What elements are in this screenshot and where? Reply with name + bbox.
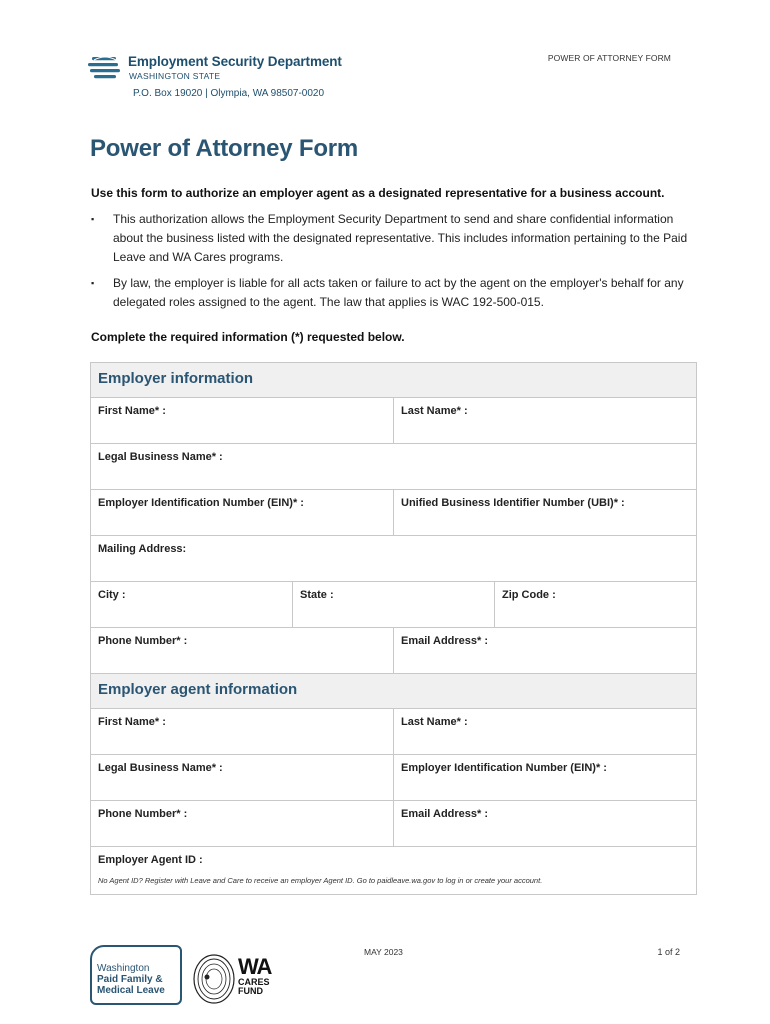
form-row bbox=[91, 801, 696, 847]
employer-state-field[interactable]: State : bbox=[293, 582, 495, 627]
form-row bbox=[91, 398, 696, 444]
form-row bbox=[91, 490, 696, 536]
wa-cares-subtext bbox=[238, 978, 270, 996]
employer-business-name-field[interactable]: Legal Business Name* : bbox=[98, 451, 223, 463]
agent-ein-field[interactable]: Employer Identification Number (EIN)* : bbox=[401, 762, 607, 774]
wa-cares-line: FUND bbox=[238, 986, 263, 996]
agent-id-label: Employer Agent ID : bbox=[98, 854, 203, 866]
employer-section-heading: Employer information bbox=[91, 363, 696, 398]
employer-zip-field[interactable]: Zip Code : bbox=[502, 589, 556, 601]
bullet-text: By law, the employer is liable for all acts taken or failure to act by the agent on the employer's behalf for any delegated roles assigned to the agent. The law that applies is WAC 192-500-015. bbox=[113, 276, 684, 309]
form-row bbox=[91, 536, 696, 582]
page-number: 1 of 2 bbox=[657, 947, 680, 957]
form-row bbox=[91, 628, 696, 674]
list-item bbox=[91, 274, 697, 312]
employer-email-field[interactable]: Email Address* : bbox=[401, 635, 489, 647]
employer-phone-field[interactable]: Phone Number* : bbox=[91, 628, 394, 673]
wa-cares-wordmark: WA bbox=[238, 954, 272, 979]
org-address: P.O. Box 19020 | Olympia, WA 98507-0020 bbox=[133, 88, 325, 99]
agent-business-name-field[interactable]: Legal Business Name* : bbox=[91, 755, 394, 800]
pfml-line: Paid Family & bbox=[97, 974, 163, 985]
employer-first-name-field[interactable]: First Name* : bbox=[91, 398, 394, 443]
employer-ein-field[interactable]: Employer Identification Number (EIN)* : bbox=[91, 490, 394, 535]
page-title: Power of Attorney Form bbox=[90, 135, 359, 162]
wa-cares-line: CARES bbox=[238, 977, 270, 987]
org-name: Employment Security Department bbox=[128, 54, 342, 69]
agent-id-note: No Agent ID? Register with Leave and Care to receive an employer Agent ID. Go to paidleave.wa.gov to log in or create your account. bbox=[98, 876, 543, 885]
bullet-text: This authorization allows the Employment Security Department to send and share confidential information about the business listed with the designated representative. This includes information pertaining to the Paid Leave and WA Cares programs. bbox=[113, 212, 688, 264]
form-row bbox=[91, 582, 696, 628]
form-row bbox=[91, 755, 696, 801]
required-note: Complete the required information (*) requested below. bbox=[91, 330, 405, 344]
employer-mailing-address-field[interactable]: Mailing Address: bbox=[98, 543, 187, 555]
employer-ubi-field[interactable]: Unified Business Identifier Number (UBI)* : bbox=[401, 497, 625, 509]
esd-logo bbox=[88, 52, 358, 84]
agent-phone-field[interactable]: Phone Number* : bbox=[91, 801, 394, 846]
org-state: WASHINGTON STATE bbox=[129, 71, 221, 81]
form-header-label: POWER OF ATTORNEY FORM bbox=[547, 53, 671, 63]
agent-email-field[interactable]: Email Address* : bbox=[401, 808, 489, 820]
form-row bbox=[91, 444, 696, 490]
agent-section-heading: Employer agent information bbox=[91, 674, 696, 709]
esd-logo-icon bbox=[88, 54, 122, 82]
bullet-icon: ▪ bbox=[91, 278, 95, 288]
list-item bbox=[91, 210, 697, 267]
agent-first-name-field[interactable]: First Name* : bbox=[91, 709, 394, 754]
pfml-line: Washington bbox=[97, 963, 150, 974]
form-row bbox=[91, 709, 696, 755]
bullet-icon: ▪ bbox=[91, 214, 95, 224]
intro-text: Use this form to authorize an employer agent as a designated representative for a business account. bbox=[91, 186, 665, 200]
agent-last-name-field[interactable]: Last Name* : bbox=[401, 716, 468, 728]
pfml-line: Medical Leave bbox=[97, 985, 165, 996]
agent-id-field[interactable] bbox=[91, 847, 696, 894]
form-row bbox=[91, 847, 696, 894]
footer-date: MAY 2023 bbox=[364, 947, 403, 957]
info-bullets bbox=[91, 210, 697, 319]
employer-city-field[interactable]: City : bbox=[91, 582, 293, 627]
employer-last-name-field[interactable]: Last Name* : bbox=[401, 405, 468, 417]
paid-family-medical-leave-logo bbox=[90, 945, 182, 1005]
poa-form bbox=[90, 362, 697, 895]
